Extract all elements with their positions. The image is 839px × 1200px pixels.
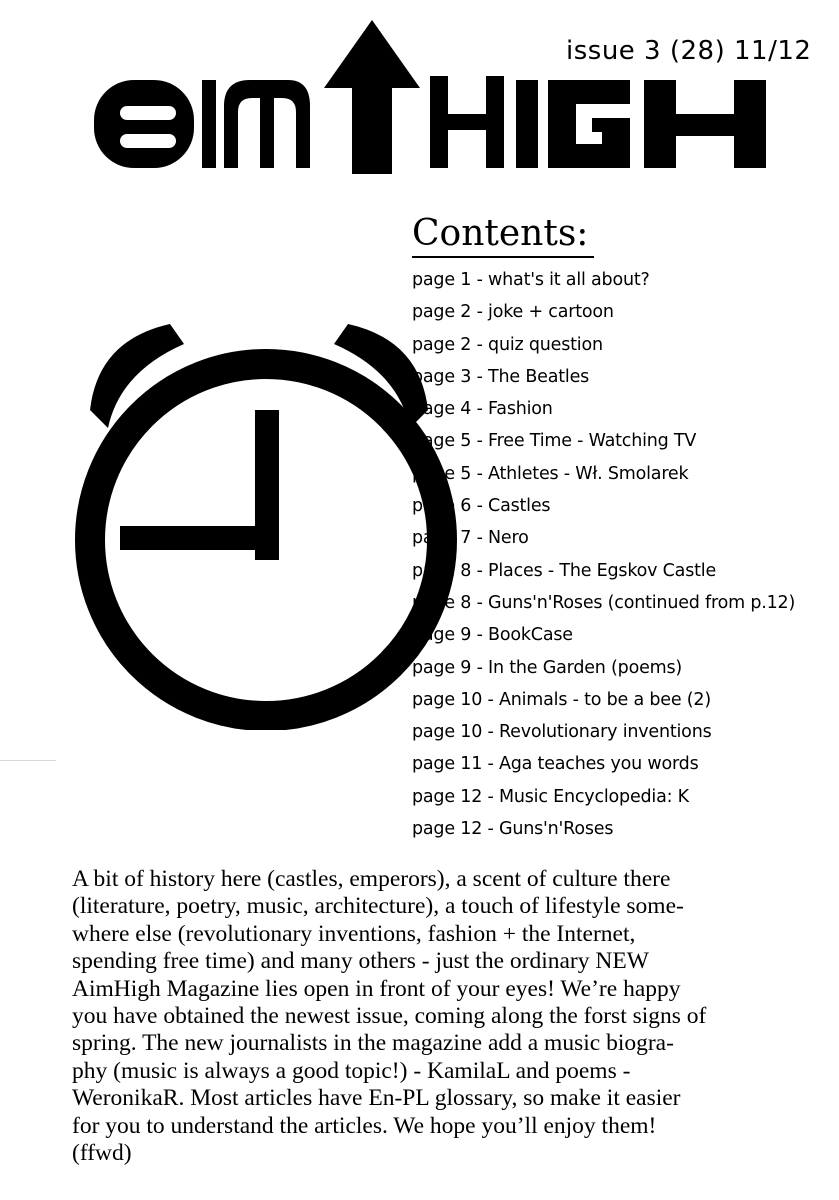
- list-item: page 12 - Guns'n'Roses: [412, 819, 614, 840]
- list-item: page 1 - what's it all about?: [412, 270, 650, 290]
- list-item: page 6 - Castles: [412, 496, 551, 517]
- intro-paragraph: [72, 866, 802, 1167]
- list-item: page 8 - Places - The Egskov Castle: [412, 560, 717, 581]
- contents-heading: Contents:: [412, 212, 594, 258]
- list-item: page 3 - The Beatles: [412, 366, 590, 387]
- list-item: page 5 - Athletes - Wł. Smolarek: [412, 463, 689, 484]
- list-item: page 12 - Music Encyclopedia: K: [412, 786, 689, 807]
- list-item: page 9 - In the Garden (poems): [412, 657, 683, 678]
- list-item: page 2 - joke + cartoon: [412, 302, 614, 323]
- contents-list: [412, 264, 832, 845]
- list-item: page 10 - Revolutionary inventions: [412, 722, 712, 743]
- list-item: page 5 - Free Time - Watching TV: [412, 431, 697, 452]
- paragraph-line: WeronikaR. Most articles have En-PL glossary, so make it easier: [72, 1085, 681, 1112]
- list-item: page 7 - Nero: [412, 528, 529, 549]
- issue-number: issue 3 (28) 11/12: [566, 36, 812, 66]
- paragraph-line: for you to understand the articles. We hope you’ll enjoy them!: [72, 1112, 657, 1139]
- list-item: page 4 - Fashion: [412, 399, 553, 420]
- paragraph-line: you have obtained the newest issue, coming along the forst signs of: [72, 1003, 707, 1030]
- paragraph-line: (literature, poetry, music, architecture), a touch of lifestyle some-: [72, 893, 684, 920]
- paragraph-line: spring. The new journalists in the magazine add a music biogra-: [72, 1030, 674, 1057]
- list-item: page 8 - Guns'n'Roses (continued from p.12): [412, 592, 796, 613]
- table-of-contents: [412, 212, 832, 845]
- alarm-clock-icon: [60, 300, 470, 730]
- paragraph-line: where else (revolutionary inventions, fashion + the Internet,: [72, 920, 636, 947]
- paragraph-line: (ffwd): [72, 1140, 132, 1167]
- paragraph-line: AimHigh Magazine lies open in front of your eyes! We’re happy: [72, 975, 681, 1002]
- paragraph-line: phy (music is always a good topic!) - KamilaL and poems -: [72, 1057, 631, 1084]
- list-item: page 10 - Animals - to be a bee (2): [412, 689, 711, 710]
- paragraph-line: A bit of history here (castles, emperors), a scent of culture there: [72, 866, 671, 892]
- paragraph-line: spending free time) and many others - just the ordinary NEW: [72, 948, 649, 975]
- margin-rule: [0, 760, 56, 761]
- list-item: page 2 - quiz question: [412, 334, 603, 355]
- list-item: page 11 - Aga teaches you words: [412, 754, 699, 775]
- list-item: page 9 - BookCase: [412, 625, 573, 646]
